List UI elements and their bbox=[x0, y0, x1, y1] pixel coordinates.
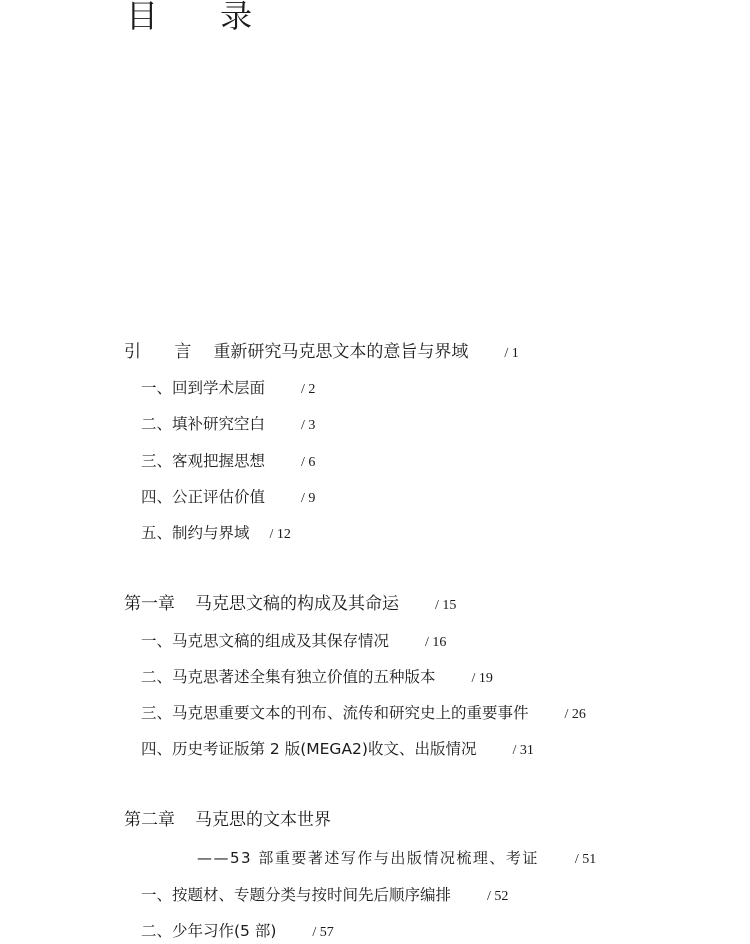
page-title: 目 录 bbox=[126, 0, 279, 35]
toc-chapter2-heading[interactable] bbox=[124, 809, 331, 831]
page-number: / 3 bbox=[301, 418, 316, 433]
page-number: / 1 bbox=[504, 346, 519, 361]
page-number: / 12 bbox=[269, 527, 291, 542]
section-title: 三、客观把握思想 bbox=[141, 452, 266, 470]
toc-entry[interactable] bbox=[141, 450, 315, 472]
page-number: / 2 bbox=[301, 382, 316, 397]
page-number: / 6 bbox=[301, 455, 316, 470]
page-number: / 9 bbox=[301, 491, 316, 506]
chapter-label: 第一章 bbox=[124, 594, 175, 614]
toc-entry[interactable] bbox=[141, 884, 508, 906]
toc-entry[interactable] bbox=[141, 377, 315, 399]
chapter-label: 引 言 bbox=[124, 342, 206, 362]
section-title: 一、回到学术层面 bbox=[141, 379, 266, 397]
page-number: / 52 bbox=[487, 889, 509, 904]
toc-entry[interactable] bbox=[141, 666, 493, 688]
section-title: 三、马克思重要文本的刊布、流传和研究史上的重要事件 bbox=[141, 704, 529, 722]
toc-entry[interactable] bbox=[141, 702, 586, 724]
toc-entry[interactable] bbox=[141, 920, 334, 942]
toc-entry[interactable] bbox=[141, 413, 315, 435]
toc-entry[interactable] bbox=[141, 486, 315, 508]
toc-chapter1-heading[interactable] bbox=[124, 593, 456, 615]
chapter-subtitle: ——53 部重要著述写作与出版情况梳理、考证 bbox=[197, 849, 539, 867]
page-number: / 16 bbox=[425, 635, 447, 650]
toc-entry[interactable] bbox=[141, 630, 446, 652]
page-number: / 15 bbox=[435, 598, 457, 613]
section-title: 二、填补研究空白 bbox=[141, 415, 266, 433]
page-number: / 51 bbox=[574, 852, 597, 867]
chapter-title: 马克思文稿的构成及其命运 bbox=[195, 594, 399, 614]
section-title: 二、马克思著述全集有独立价值的五种版本 bbox=[141, 668, 436, 686]
page-number: / 19 bbox=[471, 671, 493, 686]
section-title: 四、历史考证版第 2 版(MEGA2)收文、出版情况 bbox=[141, 740, 477, 758]
page-number: / 31 bbox=[512, 743, 534, 758]
section-title: 五、制约与界域 bbox=[141, 524, 250, 542]
section-title: 二、少年习作(5 部) bbox=[141, 922, 277, 940]
section-title: 一、马克思文稿的组成及其保存情况 bbox=[141, 632, 390, 650]
toc-entry[interactable] bbox=[141, 522, 291, 544]
chapter-title: 马克思的文本世界 bbox=[195, 810, 331, 830]
page-number: / 57 bbox=[312, 925, 334, 940]
chapter-title: 重新研究马克思文本的意旨与界域 bbox=[213, 342, 469, 362]
toc-chapter2-subtitle[interactable] bbox=[197, 847, 596, 869]
page-number: / 26 bbox=[564, 707, 586, 722]
chapter-label: 第二章 bbox=[124, 810, 175, 830]
toc-entry[interactable] bbox=[141, 738, 534, 760]
section-title: 四、公正评估价值 bbox=[141, 488, 266, 506]
section-title: 一、按题材、专题分类与按时间先后顺序编排 bbox=[141, 886, 452, 904]
toc-intro-heading[interactable] bbox=[124, 341, 519, 363]
